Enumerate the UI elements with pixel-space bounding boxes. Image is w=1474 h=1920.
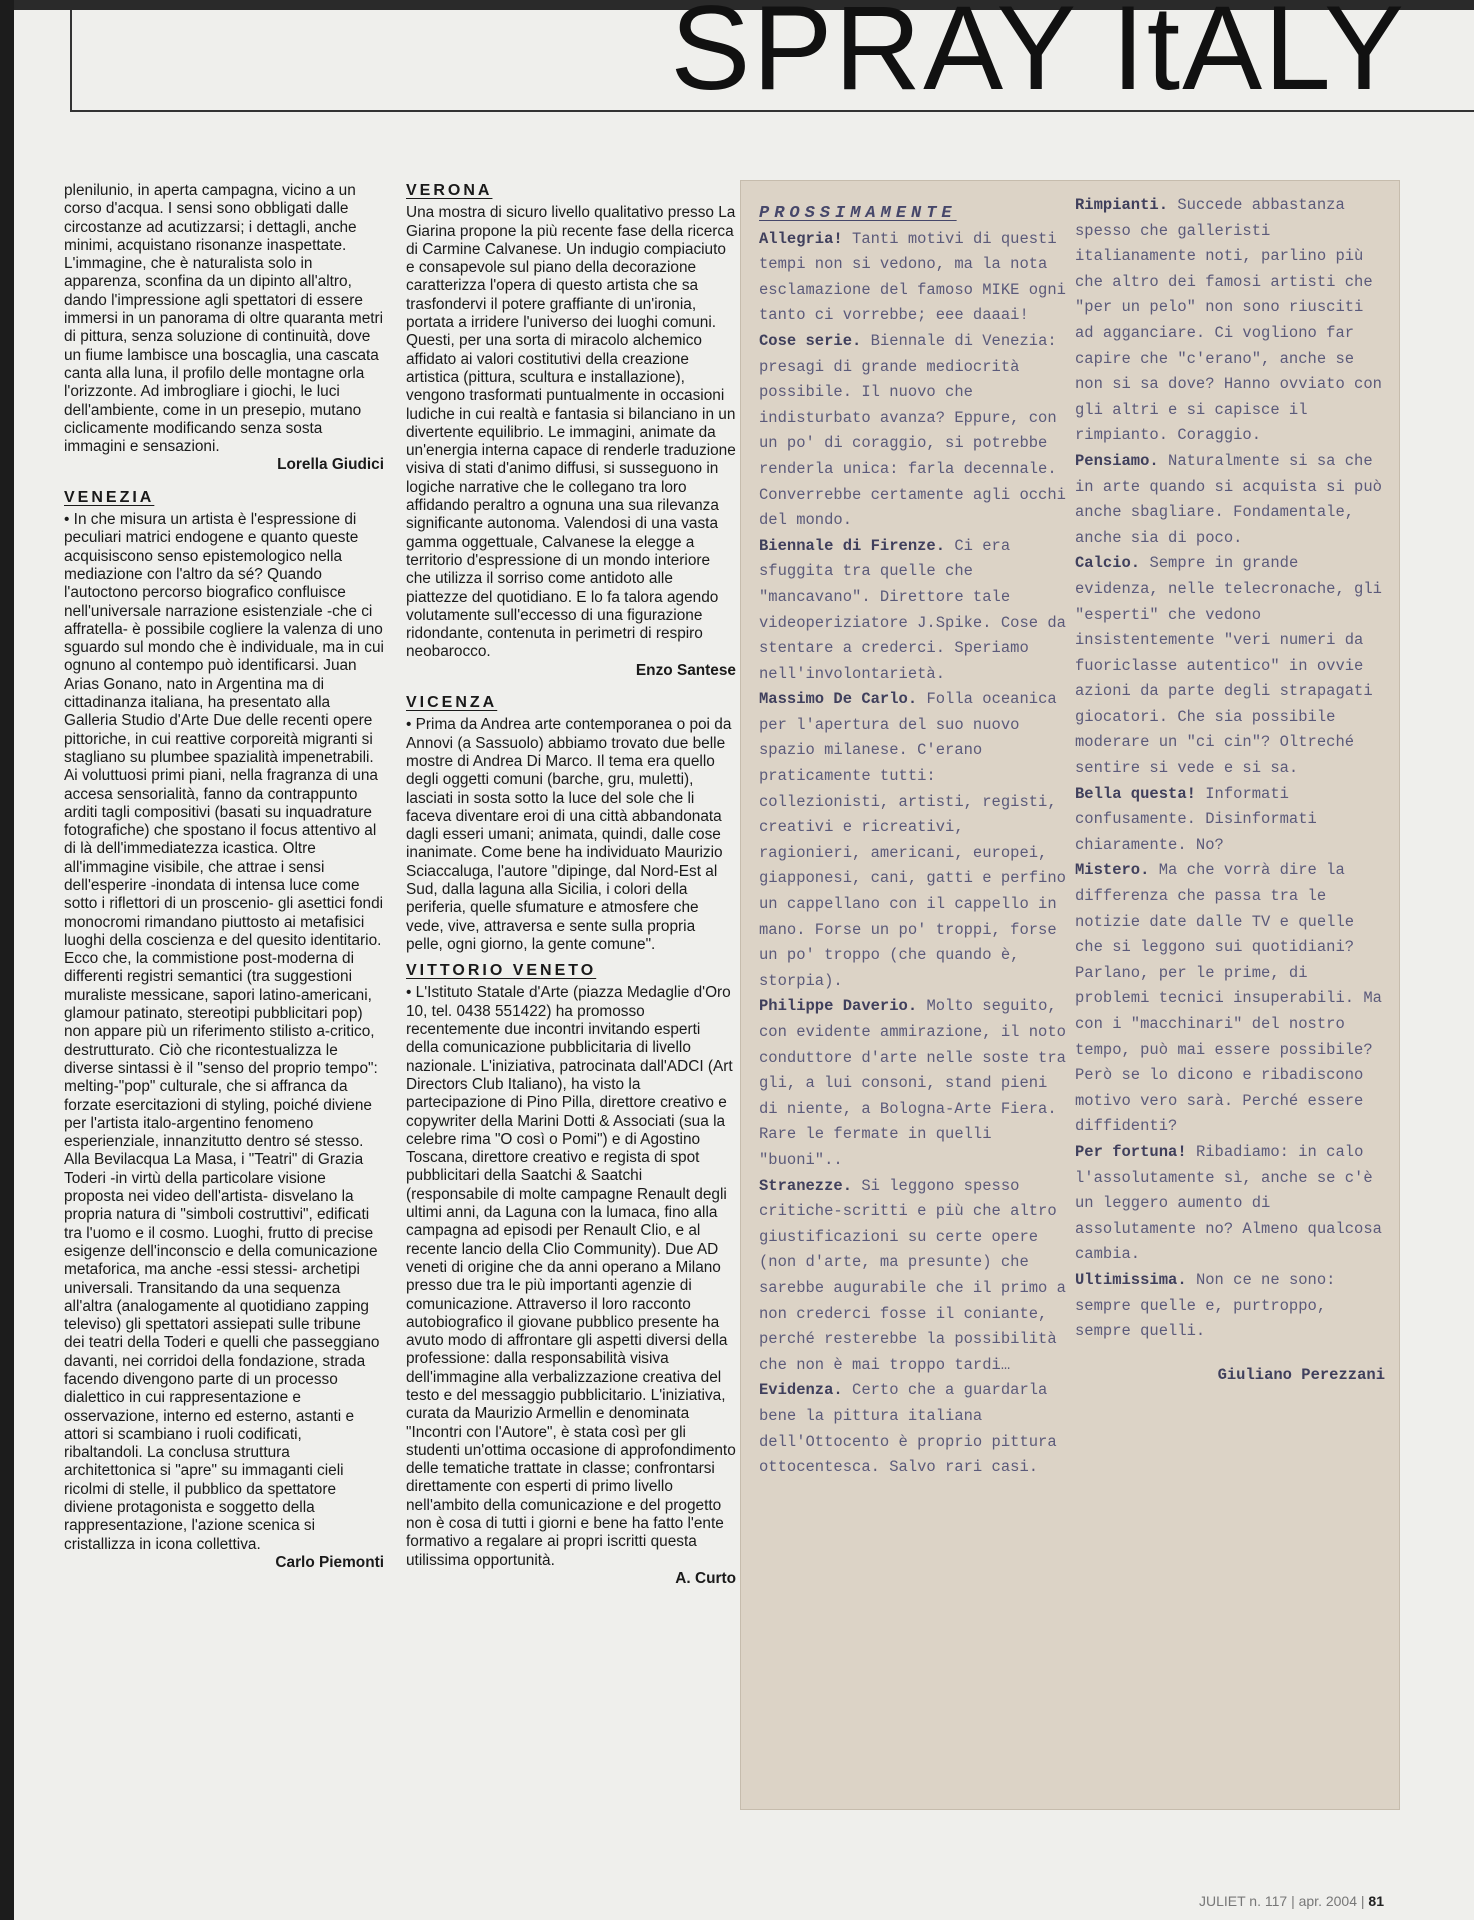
box-item-keyword: Evidenza. — [759, 1381, 843, 1400]
box-item-keyword: Mistero. — [1075, 861, 1150, 880]
box-item-text: Ma che vorrà dire la differenza che passa tra le notizie date dalle TV e quelle che si leggono sui quotidiani? Parlano, per le prime, di problemi tecnici insuperabili. Ma con i "macchinari" del nostro tempo, può mai essere possibile? Però se lo dicono e ribadiscono motivo vero sarà. Perché essere diffidenti? — [1075, 861, 1382, 1136]
section-heading: VERONA — [406, 182, 493, 199]
box-item-text: Non ce ne sono: sempre quelle e, purtroppo, sempre quelli. — [1075, 1270, 1336, 1341]
page-number: 81 — [1368, 1893, 1384, 1909]
box-item-keyword: Stranezze. — [759, 1176, 853, 1195]
box-item-text: Ribadiamo: in calo l'assolutamente sì, anche se c'è un leggero aumento di assolutamente no? Almeno qualcosa cambia. — [1075, 1142, 1382, 1264]
header-frame — [70, 0, 1474, 115]
byline: Lorella Giudici — [277, 456, 384, 474]
box-item-keyword: Cose serie. — [759, 331, 862, 350]
magazine-page — [14, 0, 1474, 1920]
section-heading: VICENZA — [406, 694, 498, 712]
article-text: • L'Istituto Statale d'Arte (piazza Medaglie d'Oro 10, tel. 0438 551422) ha promosso recentemente due incontri invitando esperti della comunicazione pubblicitaria di livello nazionale. L'iniziativa, patrocinata dall'ADCI (Art Directors Club Italiano), ha visto la partecipazione di Pino Pilla, direttore creativo e copywriter della Marini Dotti & Associati (sua la celebre rima "O così o Pomi") e di Agostino Toscana, direttore creativo e regista di spot pubblicitari della Saatchi & Saatchi (responsabile di molte campagne Renault degli ultimi anni, da Laguna con la lumaca, fino alla campagna ad episodi per Renault Clio, e al recente lancio della Clio Community). Due AD veneti di origine che da anni operano a Milano presso due tra le più importanti agenzie di comunicazione. Attraverso il loro racconto autobiografico il giovane pubblico presente ha avuto modo di affrontare gli aspetti diversi della professione: dalla responsabilità visiva dell'immagine alla verbalizzazione creativa del testo e del messaggio pubblicitario. L'iniziativa, curata da Maurizio Armellin e denominata "Incontri con l'Autore", è stata così per gli studenti un'ottima occasione di approfondimento delle tematiche trattate in classe; confrontarsi direttamente con esperti di primo livello nell'ambito della comunicazione e del progetto non è cosa di tutti i giorni e bene ha fatto l'ente formativo a regalare ai propri iscritti questa utilissima opportunità. — [406, 984, 736, 1569]
box-item — [1075, 1268, 1385, 1345]
box-item-text: Tanti motivi di questi tempi non si vedono, ma la nota esclamazione del famoso MIKE ogni tanto ci vorrebbe; eee daaai! — [759, 229, 1066, 325]
box-item-text: Succede abbastanza spesso che galleristi italianamente noti, parlino più che altro dei famosi artisti che "per un pelo" non sono riusciti ad agganciare. Ci vogliono far capire che "c'erano", anche se non si sa dove? Hanno ovviato con gli altri e si capisce il rimpianto. Coraggio. — [1075, 196, 1382, 445]
article-text: Una mostra di sicuro livello qualitativo presso La Giarina propone la più recente fase della ricerca di Carmine Calvanese. Un indugio compiaciuto e consapevole sul piano della decorazione caratterizza l'opera di questo artista che sa trasfondervi il potere graffiante di un'ironia, portata a irridere l'universo dei luoghi comuni. Questi, per una sorta di miracolo alchemico affidato ai valori costitutivi della creazione artistica (pittura, scultura e installazione), vengono trasformati puntualmente in occasioni ludiche in cui realtà e fantasia si bilanciano in un divertente equilibrio. Le immagini, animate da un'energia interna capace di renderle traduzione visiva di stati d'animo diffusi, si susseguono in logiche narrative che le collegano tra loro affidando peraltro a ognuna una sua rilevanza significante autonoma. Valendosi di una vasta gamma oggettuale, Calvanese la elegge a territorio d'espressione di un mondo interiore che utilizza il sorriso come antidoto alle piattezze del quotidiano. E lo fa talora agendo volutamente sull'eccesso di una figurazione ridondante, contenuta in perimetri di respiro neobarocco. — [406, 204, 736, 661]
box-item-keyword: Bella questa! — [1075, 784, 1196, 803]
byline: Enzo Santese — [635, 661, 736, 679]
footer-issue: n. 117 — [1249, 1893, 1288, 1909]
box-item-keyword: Pensiamo. — [1075, 451, 1159, 470]
box-column-right — [1075, 193, 1385, 1388]
footer-date: apr. 2004 — [1298, 1893, 1357, 1909]
section-heading: VENEZIA — [64, 488, 155, 506]
box-item-text: Ci era sfuggita tra quelle che "mancavano". Direttore tale videoperiziatore J.Spike. Cose da stentare a crederci. Speriamo nell'involontarietà. — [759, 536, 1066, 683]
box-item-text: Certo che a guardarla bene la pittura italiana dell'Ottocento è proprio pittura ottocentesca. Salvo rari casi. — [759, 1381, 1057, 1477]
box-item — [759, 994, 1069, 1173]
box-item-text: Sempre in grande evidenza, nelle telecronache, gli "esperti" che vedono insistentemente "veri numeri da fuoriclasse autentico" in ovvie azioni da parte degli strapagati giocatori. Che sia possibile moderare un "ci cin"? Oltreché sentire si vede e si sa. — [1075, 554, 1382, 778]
masthead-title: SPRAY ItALY — [670, 0, 1406, 115]
column-middle — [406, 182, 736, 1588]
box-item-keyword: Per fortuna! — [1075, 1142, 1187, 1161]
box-item-text: Si leggono spesso critiche-scritti e più che altro giustificazioni su certe opere (non d'arte, ma presunte) che sarebbe augurabile che il primo a non crederci fosse il coniante, perché resterebbe la possibilità che non è mai troppo tardi… — [759, 1176, 1066, 1374]
sidebar-box — [740, 180, 1400, 1810]
box-column-left — [759, 201, 1069, 1481]
box-item — [759, 329, 1069, 534]
box-item-keyword: Calcio. — [1075, 554, 1141, 573]
box-item — [759, 227, 1069, 329]
box-title: PROSSIMAMENTE — [759, 204, 957, 223]
box-signature: Giuliano Perezzani — [1217, 1365, 1385, 1384]
byline: Carlo Piemonti — [275, 1553, 384, 1571]
article-text: plenilunio, in aperta campagna, vicino a un corso d'acqua. I sensi sono obbligati dalle circostanze ad acutizzarsi; i dettagli, anche minimi, acquistano risonanze inaspettate. L'immagine, che è naturalista solo in apparenza, sconfina da un dipinto all'altro, dando l'impressione agli spettatori di essere immersi in un panorama di oltre quaranta metri di pittura, senza soluzione di continuità, dove un fiume lambisce una boscaglia, una cascata canta alla luna, il profilo delle montagne orla l'orizzonte. Ad imbrogliare i giochi, le luci dell'ambiente, come in un presepio, mutano ciclicamente modificando senza sosta immagini e sensazioni. — [64, 182, 384, 456]
page-footer: JULIET n. 117 | apr. 2004 | 81 — [1198, 1893, 1384, 1909]
box-item — [1075, 858, 1385, 1140]
article-text: • Prima da Andrea arte contemporanea o poi da Annovi (a Sassuolo) abbiamo trovato due belle mostre di Andrea Di Marco. Il tema era quello degli oggetti comuni (barche, gru, muletti), lasciati in sosta sotto la luce del sole che li faceva diventare eroi di una città abbandonata dagli esseri umani; animata, quindi, dalle cose inanimate. Come bene ha individuato Maurizio Sciaccaluga, l'autore "dipinge, dal Nord-Est al Sud, dalla laguna alla Sicilia, i colori della periferia, quelle sfumature e atmosfere che vede, vive, attraversa e sente sulla propria pelle, ogni giorno, la gente comune". — [406, 716, 732, 953]
box-item-keyword: Philippe Daverio. — [759, 997, 918, 1016]
box-item — [1075, 1140, 1385, 1268]
footer-magazine: JULIET — [1198, 1893, 1246, 1909]
section-heading: VITTORIO VENETO — [406, 962, 597, 980]
article-text: • In che misura un artista è l'espressione di peculiari matrici endogene e quanto queste acquisiscono senso epistemologico nella mediazione con l'altro da sé? Quando l'autoctono percorso biografico confluisce nell'universale narrazione esistenziale -che ci affratella- è possibile cogliere la valenza di uno sguardo sul mondo che è individuale, ma in cui ognuno al contempo può identificarsi. Juan Arias Gonano, nato in Argentina ma di cittadinanza italiana, ha presentato alla Galleria Studio d'Arte Due delle recenti opere pittoriche, in cui reattive corporeità migranti si stagliano su plumbee spazialità impenetrabili. Ai voluttuosi primi piani, nella fragranza di una accesa sensorialità, fanno da contrappunto arditi tagli compositivi (basati su inquadrature fotografiche) che spostano il focus attentivo al di là dell'immediatezza icastica. Oltre all'immagine visibile, che attrae i sensi dell'esperire -inondata di intensa luce come sotto i riflettori di un proscenio- gli asettici fondi monocromi rimandano piuttosto ai metafisici luoghi della coscienza e del quesito identitario. Ecco che, la commistione post-moderna di differenti registri semantici (tra suggestioni muraliste messicane, sapori latino-americani, glamour patinato, stereotipi pubblicitari pop) non appare più un riferimento stilisto a-critico, destrutturato. Ciò che ricontestualizza le diverse sintassi è il "senso del proprio tempo": melting-"pop" culturale, che si affranca da forzate esercitazioni di styling, poiché diviene per l'artista italo-argentino fenomeno esperienziale, innanzitutto dentro sé stesso. Alla Bevilacqua La Masa, i "Teatri" di Grazia Toderi -in virtù della particolare visione proposta nei video dell'artista- disvelano la propria natura di "simboli costruttivi", edificati tra l'uomo e il cosmo. Luoghi, frutto di precise esigenze dell'inconscio e della comunicazione metaforica, ma anche -essi stessi- archetipi universali. Transitando da una sequenza all'altra (analogamente al quotidiano zapping televiso) gli spettatori assiepati sulle tribune dei teatri della Toderi e quelli che passeggiano davanti, nei corridoi della fondazione, strada facendo divengono parte di un processo dialettico in cui rappresentazione e osservazione, interno ed esterno, astanti e attori si scambiano i ruoli codificati, ribaltandoli. La conclusa struttura architettonica si "apre" su immaganti cieli ricolmi di stelle, il pubblico da spettatore diviene protagonista e soggetto della rappresentazione, l'azione scenica si cristallizza in icona collettiva. — [64, 511, 384, 1553]
box-item-text: Informati confusamente. Disinformati chiaramente. No? — [1075, 784, 1317, 854]
box-item — [759, 1378, 1069, 1480]
box-item-keyword: Ultimissima. — [1075, 1270, 1187, 1289]
byline: A. Curto — [675, 1569, 736, 1587]
box-item-keyword: Rimpianti. — [1075, 196, 1169, 214]
box-item-text: Naturalmente si sa che in arte quando si acquista si può anche sbagliare. Fondamentale, anche sia di poco. — [1075, 451, 1382, 547]
box-item-keyword: Biennale di Firenze. — [759, 536, 946, 555]
box-item-text: Biennale di Venezia: presagi di grande mediocrità possibile. Il nuovo che indisturbato avanza? Eppure, con un po' di coraggio, si potrebbe renderla unica: farla decennale. Converrebbe certamente agli occhi del mondo. — [759, 331, 1066, 530]
box-item — [1075, 193, 1385, 449]
box-item-text: Molto seguito, con evidente ammirazione, il noto conduttore d'arte nelle soste tra gli, a lui consoni, stand pieni di niente, a Bologna-Arte Fiera. Rare le fermate in quelli "buoni".. — [759, 997, 1066, 1169]
box-item — [759, 1174, 1069, 1379]
box-item — [1075, 782, 1385, 859]
box-item — [759, 534, 1069, 688]
column-left — [64, 182, 384, 1572]
box-item — [1075, 551, 1385, 781]
box-item-keyword: Massimo De Carlo. — [759, 690, 918, 709]
box-item-keyword: Allegria! — [759, 229, 843, 248]
box-item — [1075, 449, 1385, 551]
box-item-text: Folla oceanica per l'apertura del suo nuovo spazio milanese. C'erano praticamente tutti: collezionisti, artisti, registi, creativi e ricreativi, ragionieri, americani, europei, giapponesi, cani, gatti e perfino un cappellano con il cappello in mano. Forse un po' troppi, forse un po' troppo (che quando è, storpia). — [759, 690, 1066, 990]
box-item — [759, 687, 1069, 994]
